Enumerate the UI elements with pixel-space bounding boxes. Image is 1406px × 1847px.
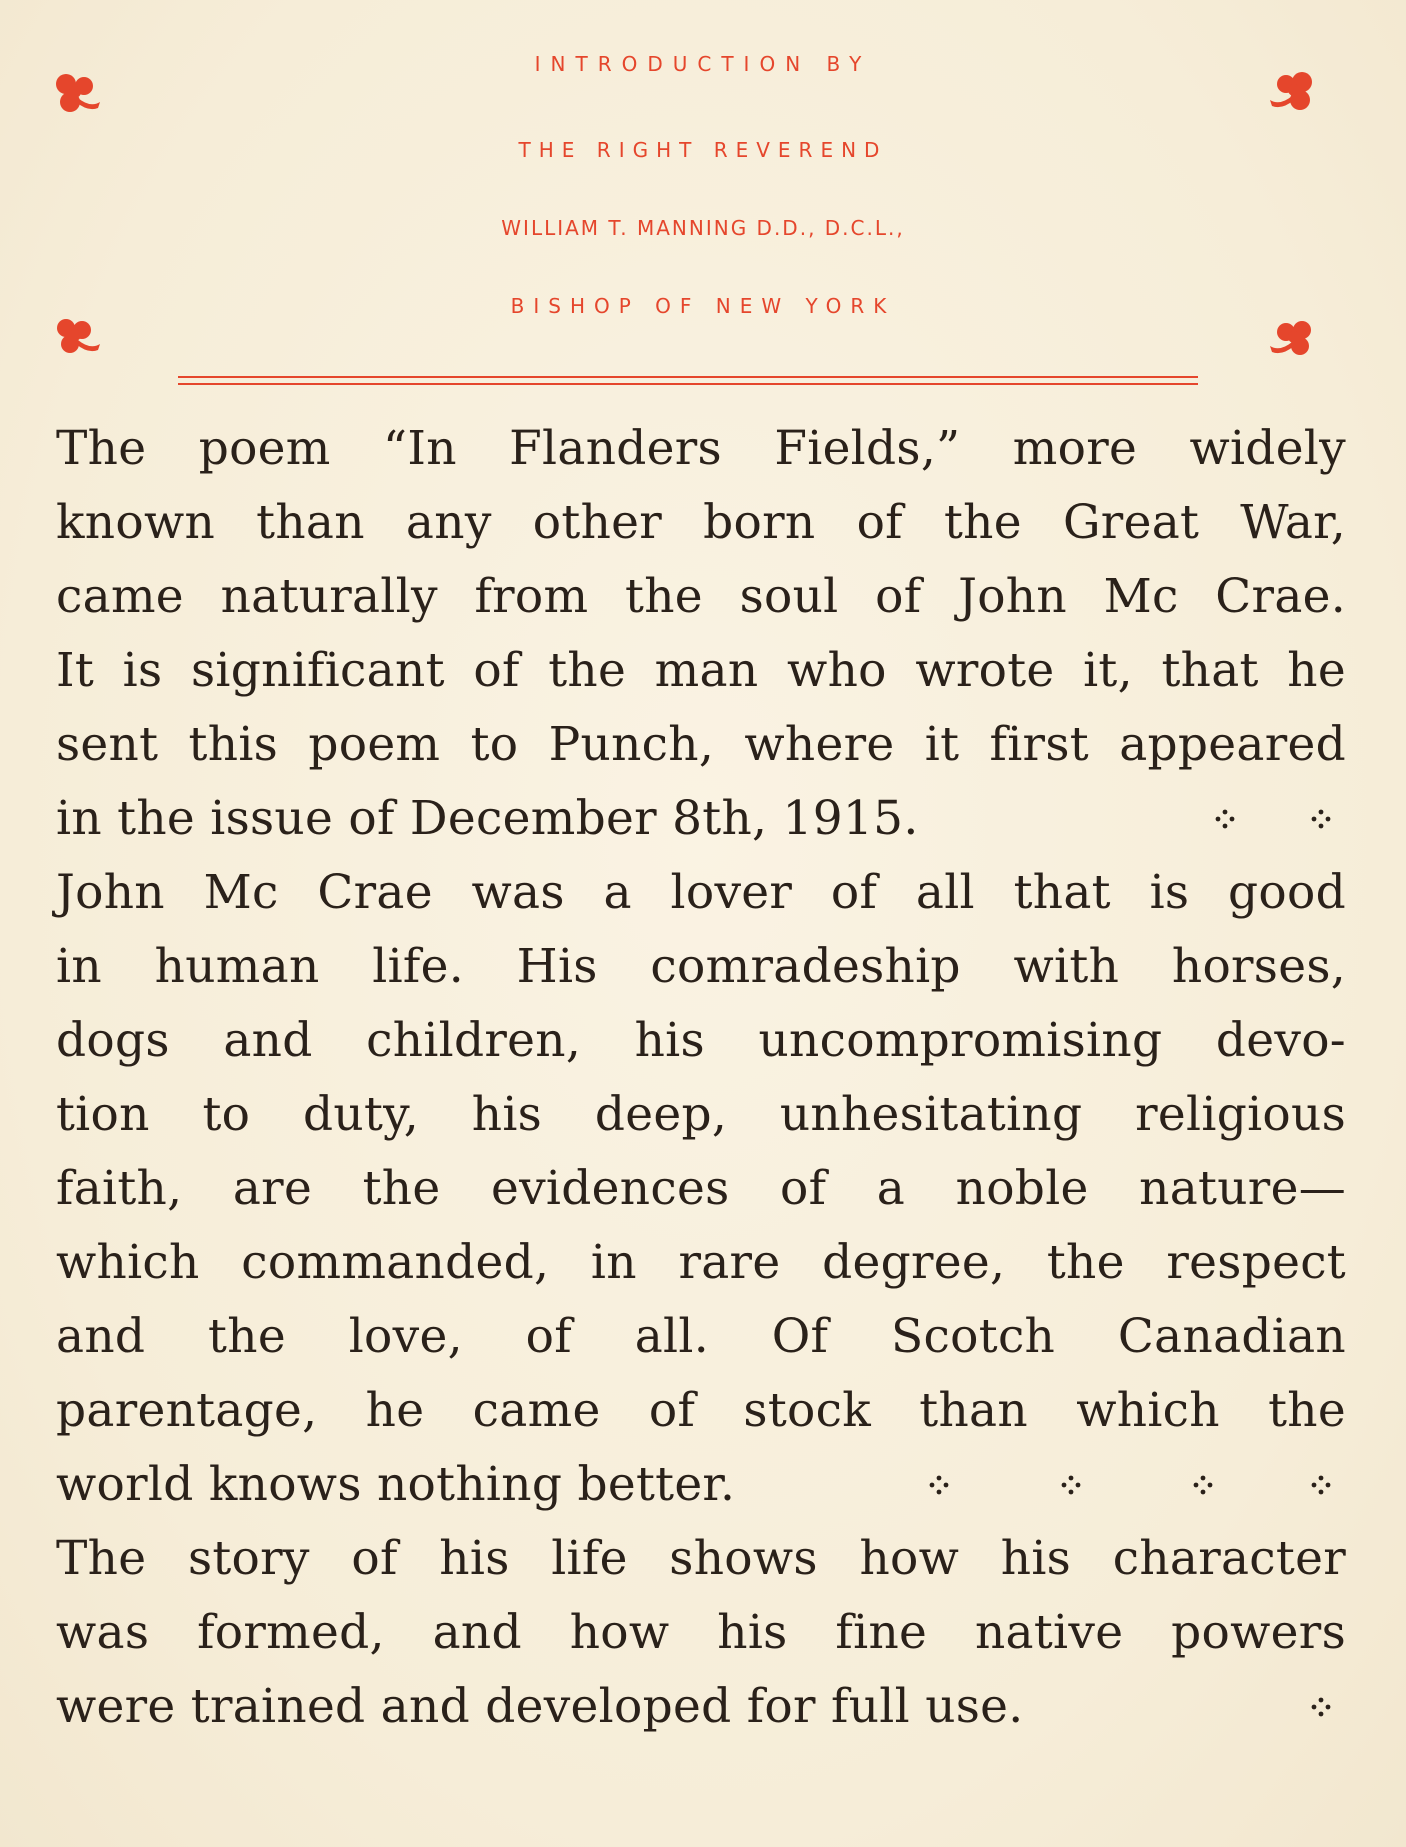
text-line: The story of his life shows how his character [56, 1531, 1346, 1586]
double-rule-divider [178, 376, 1198, 385]
text-line: John Mc Crae was a lover of all that is good [56, 865, 1346, 920]
text-line: tion to duty, his deep, unhesitating religious [56, 1087, 1346, 1142]
heading-line-1: INTRODUCTION BY [534, 52, 872, 76]
text-line: were trained and developed for full use. [56, 1670, 1346, 1744]
fleuron-icon [1262, 306, 1326, 370]
text-line: The poem “In Flanders Fields,” more widely [56, 421, 1346, 476]
four-dot-ornament-icon [1192, 1474, 1214, 1496]
text-line: in the issue of December 8th, 1915. [56, 782, 1346, 856]
text-line: faith, are the evidences of a noble nature— [56, 1161, 1346, 1216]
four-dot-ornament-icon [1310, 1474, 1332, 1496]
text-line: known than any other born of the Great War, [56, 495, 1346, 550]
text-line: sent this poem to Punch, where it first appeared [56, 717, 1346, 772]
four-dot-ornament-icon [1310, 1696, 1332, 1718]
text-line: dogs and children, his uncompromising devo- [56, 1013, 1346, 1068]
text-line: parentage, he came of stock than which the [56, 1383, 1346, 1438]
text-line: It is significant of the man who wrote it, that he [56, 643, 1346, 698]
heading-line-4: BISHOP OF NEW YORK [510, 294, 896, 318]
text-line: in human life. His comradeship with horses, [56, 939, 1346, 994]
text-line: came naturally from the soul of John Mc Crae. [56, 569, 1346, 624]
four-dot-ornament-icon [1214, 808, 1236, 830]
text-line: world knows nothing better. [56, 1448, 1346, 1522]
fleuron-icon [44, 64, 108, 128]
text-line: which commanded, in rare degree, the respect [56, 1235, 1346, 1290]
fleuron-icon [1262, 62, 1326, 126]
heading-line-3: WILLIAM T. MANNING D.D., D.C.L., [501, 216, 905, 240]
text-line: was formed, and how his fine native powers [56, 1605, 1346, 1660]
text-line: and the love, of all. Of Scotch Canadian [56, 1309, 1346, 1364]
four-dot-ornament-icon [1060, 1474, 1082, 1496]
four-dot-ornament-icon [1310, 808, 1332, 830]
heading-line-2: THE RIGHT REVEREND [518, 138, 888, 162]
four-dot-ornament-icon [928, 1474, 950, 1496]
fleuron-icon [44, 304, 108, 368]
